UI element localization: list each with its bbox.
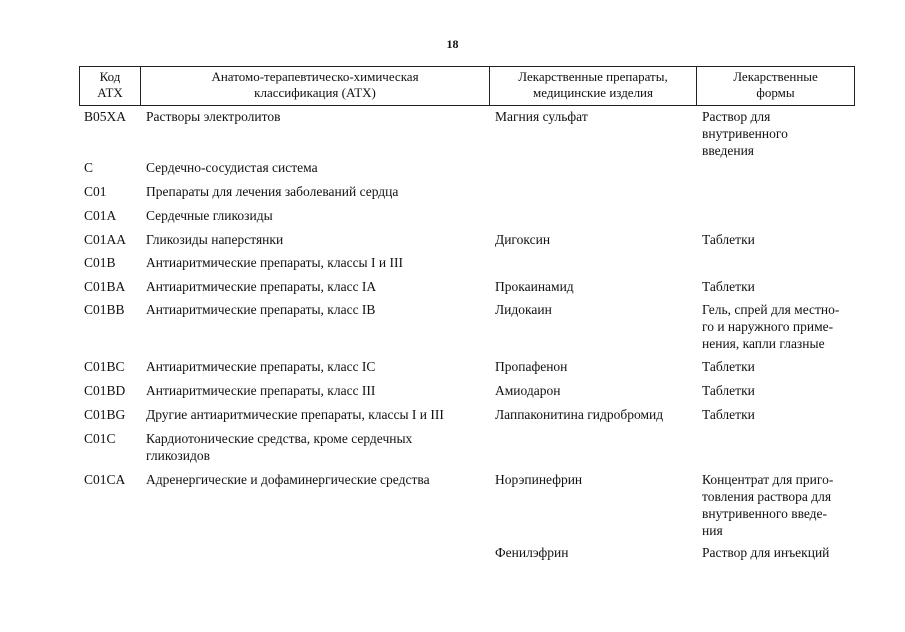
atc-code: C01 [84, 184, 107, 199]
atc-classification: Препараты для лечения заболеваний сердца [146, 184, 399, 199]
atc-code: C01A [84, 208, 117, 223]
atc-code: B05XA [84, 109, 127, 124]
atc-code: C01CA [84, 472, 126, 487]
drug-name: Пропафенон [495, 359, 568, 374]
header-classification: Анатомо-терапевтическо-химическая классификация (АТХ) [141, 67, 490, 105]
dosage-form: Раствор для внутривенного введения [702, 109, 788, 158]
atc-code: C01BG [84, 407, 126, 422]
dosage-form: Гель, спрей для местно- го и наружного приме- нения, капли глазные [702, 302, 840, 351]
drug-name: Фенилэфрин [495, 545, 569, 560]
dosage-form: Таблетки [702, 232, 755, 247]
drug-name: Лидокаин [495, 302, 552, 317]
atc-classification: Антиаритмические препараты, класс IB [146, 302, 376, 317]
dosage-form: Раствор для инъекций [702, 545, 830, 560]
atc-classification: Растворы электролитов [146, 109, 281, 124]
drug-name: Амиодарон [495, 383, 561, 398]
atc-code: C [84, 160, 94, 175]
atc-code: C01BA [84, 279, 126, 294]
atc-classification: Антиаритмические препараты, классы I и III [146, 255, 403, 270]
atc-classification: Сердечные гликозиды [146, 208, 273, 223]
atc-classification: Антиаритмические препараты, класс IA [146, 279, 377, 294]
page-number: 18 [446, 37, 459, 51]
drug-name: Дигоксин [495, 232, 551, 247]
atc-classification: Гликозиды наперстянки [146, 232, 284, 247]
table-header [79, 66, 855, 106]
atc-code: C01AA [84, 232, 127, 247]
atc-classification: Адренергические и дофаминергические средства [146, 472, 430, 487]
atc-classification: Антиаритмические препараты, класс III [146, 383, 376, 398]
atc-classification: Антиаритмические препараты, класс IC [146, 359, 376, 374]
drug-name: Магния сульфат [495, 109, 588, 124]
drug-name: Норэпинефрин [495, 472, 583, 487]
drug-name: Лаппаконитина гидробромид [495, 407, 664, 422]
atc-classification: Сердечно-сосудистая система [146, 160, 318, 175]
atc-code: C01BB [84, 302, 125, 317]
drug-name: Прокаинамид [495, 279, 574, 294]
dosage-form: Концентрат для приго- товления раствора для внутривенного введе- ния [702, 472, 834, 538]
dosage-form: Таблетки [702, 407, 755, 422]
header-code: Код АТХ [80, 67, 141, 105]
atc-classification: Кардиотонические средства, кроме сердечных гликозидов [146, 431, 413, 463]
header-forms: Лекарственные формы [733, 69, 818, 100]
atc-classification: Другие антиаритмические препараты, классы I и III [146, 407, 444, 422]
header-drugs: Лекарственные препараты, медицинские изделия [490, 67, 697, 105]
dosage-form: Таблетки [702, 359, 755, 374]
dosage-form: Таблетки [702, 383, 755, 398]
dosage-form: Таблетки [702, 279, 755, 294]
atc-code: C01C [84, 431, 116, 446]
atc-code: C01BC [84, 359, 125, 374]
atc-code: C01B [84, 255, 116, 270]
atc-code: C01BD [84, 383, 126, 398]
